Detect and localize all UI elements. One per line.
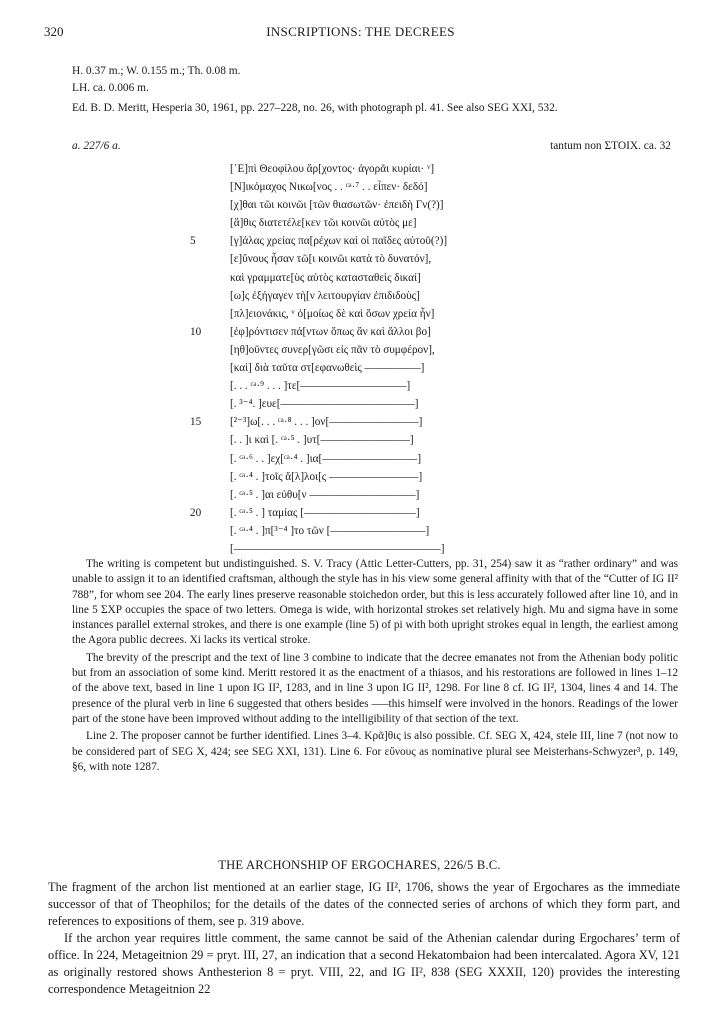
inscription-line bbox=[0, 431, 719, 449]
inscription-line bbox=[0, 522, 719, 540]
running-title: INSCRIPTIONS: THE DECREES bbox=[266, 24, 455, 39]
section-body bbox=[48, 879, 680, 998]
line-text: [. ᶜᵃ·⁴ . ]π[³⁻⁴ ]το τῶν [–––––––––––––––––] bbox=[230, 524, 430, 537]
line-text: [ηθ]οῦντες συνερ[γῶσι εἰς πᾶν τὸ συμφέρον], bbox=[230, 343, 435, 356]
line-number: 15 bbox=[190, 416, 202, 429]
commentary-paragraph: The writing is competent but undistinguished. S. V. Tracy (Attic Letter-Cutters, pp. 31, 254) saw it as “rather ordinary” and was unable to assign it to an identified craftsman, although the style has in his view some general affinity with that of the “Cutter of IG II² 788”, for whom see 204. The early lines preserve reasonable stoichedon order, but this is less accurately followed after line 10, and in line 5 ΣΧΡ occupies the space of two letters. Omega is wide, with horizontal strokes set relatively high. Mu and sigma have in some instances parallel external strokes, and there is one example (line 5) of pi with both upright strokes equal in length, the earliest among the Agora public decrees. Xi lacks its vertical stroke. bbox=[72, 558, 678, 647]
inscription-line bbox=[0, 504, 719, 522]
inscription-line bbox=[0, 214, 719, 232]
section-title: THE ARCHONSHIP OF ERGOCHARES, 226/5 B.C. bbox=[218, 858, 501, 872]
line-text: [χ]θαι τῶι κοινῶι [τῶν θιασωτῶν· ἐπειδὴ Γν(?)] bbox=[230, 199, 444, 212]
inscription-line bbox=[0, 232, 719, 250]
line-text: [πλ]ειονάκις, ᵛ ὁ[μοίως δὲ καὶ ὅσων χρεία ἦν] bbox=[230, 307, 435, 320]
line-text: [ε]ὔνους ἦσαν τῶ[ι κοινῶι κατὰ τὸ δυνατόν], bbox=[230, 253, 432, 266]
dateline bbox=[72, 140, 671, 156]
inscription-line bbox=[0, 287, 719, 305]
line-text: [. ᶜᵃ·⁶ . . ]εχ[ᶜᵃ·⁴ . ]ια[–––––––––––––––––] bbox=[230, 452, 422, 465]
inscription-line bbox=[0, 359, 719, 377]
edition-note: Ed. B. D. Meritt, Hesperia 30, 1961, pp. 227–228, no. 26, with photograph pl. 41. See also SEG XXI, 532. bbox=[72, 102, 558, 114]
dimensions: H. 0.37 m.; W. 0.155 m.; Th. 0.08 m. bbox=[72, 65, 241, 77]
line-text: [ἄ]θις διατετέλε[κεν τῶι κοινῶι αὐτὸς με] bbox=[230, 217, 417, 230]
inscription-line bbox=[0, 341, 719, 359]
line-number: 20 bbox=[190, 506, 202, 519]
line-text: [᾿Ε]πὶ Θεοφίλου ἄρ[χοντος· ἀγορᾶι κυρίαι· ᵛ] bbox=[230, 163, 435, 175]
commentary bbox=[72, 557, 678, 777]
inscription-line bbox=[0, 250, 719, 268]
inscription-line bbox=[0, 486, 719, 504]
line-text: [ω]ς ἐξήγαγεν τὴ[ν λειτουργίαν ἐπιδιδοὺς] bbox=[230, 289, 420, 302]
line-text: [²⁻³]ω[. . . ᶜᵃ·⁸ . . . ]ον[––––––––––––––––] bbox=[230, 416, 423, 429]
line-text: [–––––––––––––––––––––––––––––––––––––] bbox=[230, 542, 445, 555]
line-text: [. ᶜᵃ·⁴ . ]τοῖς ἄ[λ]λοι[ς ––––––––––––––––] bbox=[230, 470, 423, 483]
commentary-paragraph: The brevity of the prescript and the text of line 3 combine to indicate that the decree emanates not from the Athenian body politic but from an association of some kind. Meritt restored it as the enactment of a thiasos, and his restorations are followed in lines 1–12 of the above text, based in line 1 upon IG II², 1283, and in line 3 upon IG II², 1298. For line 8 cf. IG II², 1304, lines 4 and 14. The presence of the plural verb in line 6 suggested that others besides –––this himself were involved in the honors. Readings of the lower part of the stone have been improved without adding to the intelligibility of that section of the text. bbox=[72, 651, 678, 725]
inscription-text bbox=[0, 160, 719, 558]
inscription-line bbox=[0, 468, 719, 486]
line-text: [. ᶜᵃ·⁵ . ] ταμίας [––––––––––––––––––––] bbox=[230, 506, 420, 519]
line-text: καὶ γραμματε[ὺς αὐτὸς κατασταθεὶς δικαί] bbox=[230, 271, 421, 284]
line-text: [ἐφ]ρόντισεν πά[ντων ὅπως ἂν καὶ ἄλλοι βο] bbox=[230, 325, 431, 338]
inscription-line bbox=[0, 160, 719, 178]
commentary-paragraph: Line 2. The proposer cannot be further identified. Lines 3–4. Κρᾶ]θις is also possible. Cf. SEG X, 424, stele III, line 7 (not now to be considered part of SEG X, 424; see SEG XXI, 131). Line 6. For εὔνους as nominative plural see Meisterhans-Schwyzer³, p. 149, §6, with note 1287. bbox=[72, 730, 678, 773]
section-paragraph: The fragment of the archon list mentioned at an earlier stage, IG II², 1706, shows the year of Ergochares as the immediate successor of that of Theophilos; for the details of the dates of the connected series of archons of which they form part, and references to expositions of them, see p. 319 above. bbox=[48, 880, 680, 928]
section-paragraph: If the archon year requires little comment, the same cannot be said of the Athenian calendar during Ergochares’ term of office. In 224, Metageitnion 29 = pryt. III, 27, an indication that a second Hekatombaion had been intercalated. Agora XV, 121 as originally restored shows Anthesterion 8 = pryt. VIII, 22, and IG II², 838 (SEG XXXII, 120) provides the interesting correspondence Metageitnion 22 bbox=[48, 931, 680, 996]
line-text: [. ³⁻⁴. ]ευε[––––––––––––––––––––––––] bbox=[230, 398, 419, 411]
page-number: 320 bbox=[44, 24, 64, 39]
line-number: 10 bbox=[190, 325, 202, 338]
inscription-line bbox=[0, 305, 719, 323]
inscription-line bbox=[0, 269, 719, 287]
line-text: [γ]άλας χρείας πα[ρέχων καὶ οἱ παῖδες αὐτοῦ(?)] bbox=[230, 235, 448, 248]
line-text: [. ᶜᵃ·⁵ . ]αι εὐθυ[ν –––––––––––––––––––] bbox=[230, 488, 420, 501]
inscription-line bbox=[0, 413, 719, 431]
line-text: [. . . ᶜᵃ·⁹ . . . ]τε[–––––––––––––––––––] bbox=[230, 380, 411, 393]
inscription-line bbox=[0, 450, 719, 468]
inscription-line bbox=[0, 178, 719, 196]
inscription-line bbox=[0, 540, 719, 558]
date: a. 227/6 a. bbox=[72, 140, 121, 152]
line-text: [. . ]ι καὶ [. ᶜᵃ·⁵ . ]υτ[––––––––––––––––] bbox=[230, 434, 414, 447]
line-text: [καὶ] διὰ ταῦτα στ[εφανωθεὶς ––––––––––] bbox=[230, 362, 425, 375]
inscription-line bbox=[0, 323, 719, 341]
line-text: [Ν]ικόμαχος Νικω[νος . . ᶜᵃ·⁷ . . εἶπεν· δεδό] bbox=[230, 181, 428, 194]
page-header bbox=[44, 24, 677, 44]
inscription-line bbox=[0, 196, 719, 214]
stoichedon-note: tantum non ΣΤΟΙΧ. ca. 32 bbox=[550, 140, 671, 152]
line-number: 5 bbox=[190, 235, 196, 248]
letter-height: LH. ca. 0.006 m. bbox=[72, 81, 149, 94]
inscription-metadata bbox=[72, 63, 682, 117]
inscription-line bbox=[0, 395, 719, 413]
inscription-line bbox=[0, 377, 719, 395]
